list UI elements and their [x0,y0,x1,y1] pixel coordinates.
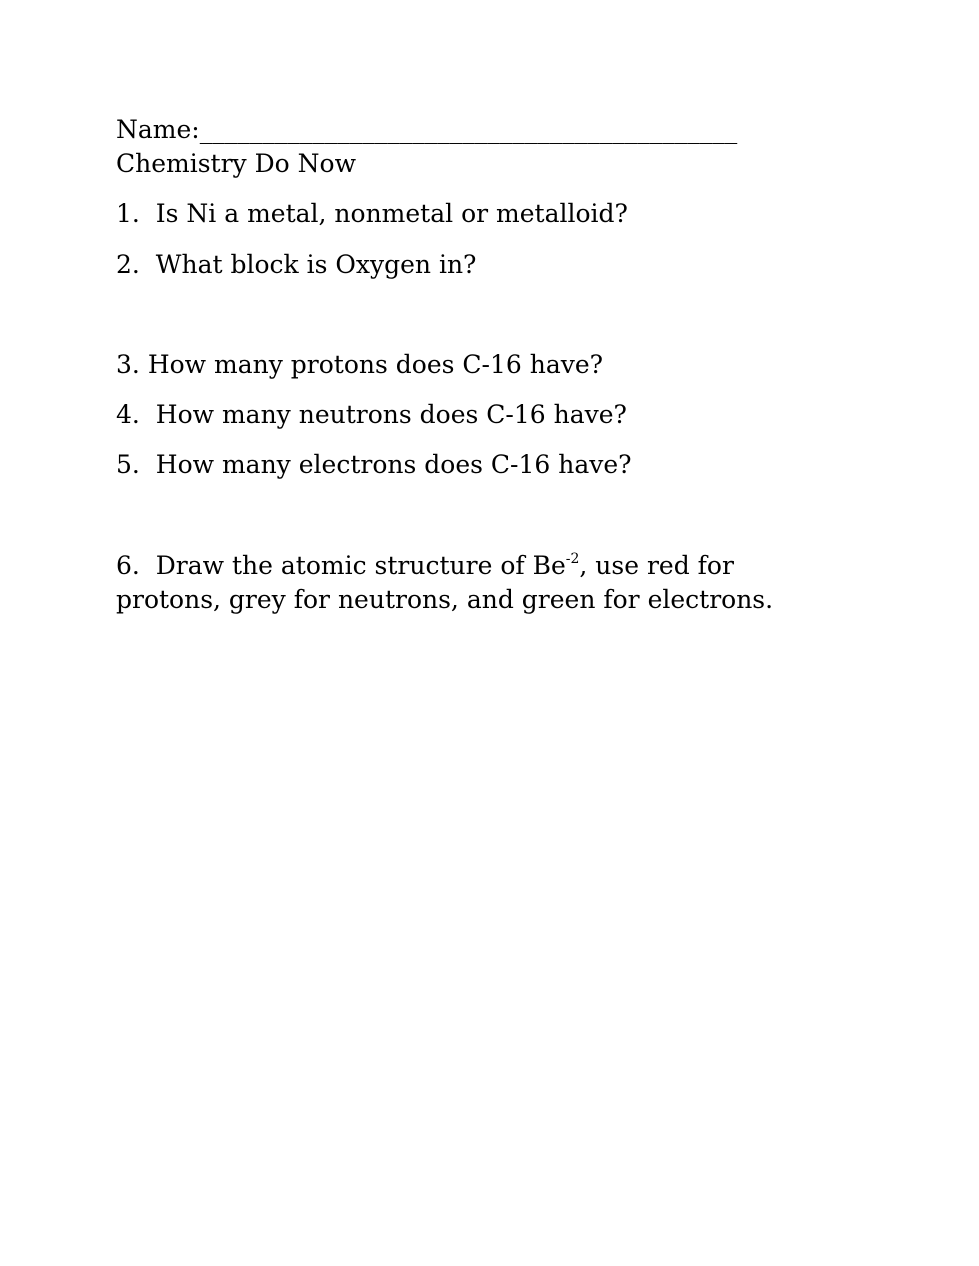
question-text: How many electrons does C-16 have? [155,450,632,479]
charge-superscript: -2 [565,550,580,567]
name-label: Name: [116,115,200,144]
question-text: What block is Oxygen in? [155,250,477,279]
question-6-line-2: protons, grey for neutrons, and green for electrons. [116,585,774,614]
question-3 [116,348,603,382]
question-text: Is Ni a metal, nonmetal or metalloid? [155,199,628,228]
name-blank: ___________________________________________ [199,115,738,144]
question-number: 2. [116,250,140,279]
question-text: How many protons does C-16 have? [147,350,604,379]
question-4 [116,398,627,432]
question-number: 5. [116,450,140,479]
question-number: 4. [116,400,140,429]
question-1 [116,197,628,231]
question-number: 6. [116,551,140,580]
document-title: Chemistry Do Now [116,149,356,178]
question-text: How many neutrons does C-16 have? [155,400,627,429]
question-text-continued: , use red for [579,551,734,580]
question-6 [116,549,734,583]
question-5 [116,448,632,482]
question-number: 3. [116,350,140,379]
name-line [116,113,737,147]
question-2 [116,248,476,282]
question-number: 1. [116,199,140,228]
question-text: Draw the atomic structure of Be [155,551,566,580]
